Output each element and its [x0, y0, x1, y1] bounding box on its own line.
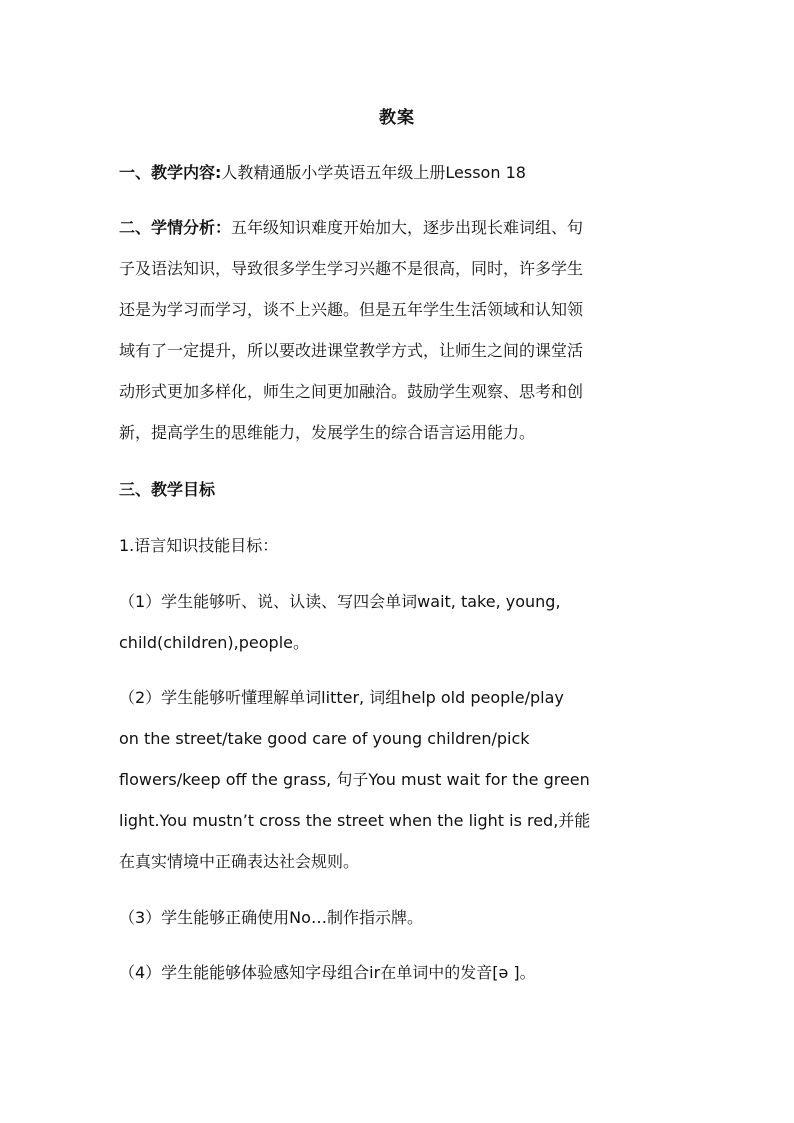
section-teaching-content — [119, 162, 676, 184]
section-text: 人教精通版小学英语五年级上册Lesson 18 — [221, 163, 526, 182]
section-label: 二、学情分析： — [119, 218, 232, 237]
paragraph-line: 动形式更加多样化，师生之间更加融洽。鼓励学生观察、思考和创 — [119, 382, 584, 401]
list-item-line: flowers/keep off the grass, 句子You must wait for the green — [119, 770, 590, 789]
paragraph-line: 子及语法知识，导致很多学生学习兴趣不是很高，同时，许多学生 — [119, 259, 584, 278]
subsection-heading: 1.语言知识技能目标： — [119, 536, 279, 555]
list-item-line: on the street/take good care of young children/pick — [119, 729, 530, 748]
section-learner-analysis — [119, 217, 676, 239]
paragraph-line: 新，提高学生的思维能力，发展学生的综合语言运用能力。 — [119, 423, 536, 442]
list-item-line: （2）学生能够听懂理解单词litter, 词组help old people/play — [119, 688, 564, 707]
list-item-line: child(children),people。 — [119, 633, 309, 652]
page-title: 教案 — [379, 108, 415, 128]
list-item: （3）学生能够正确使用No…制作指示牌。 — [119, 908, 423, 927]
paragraph-line: 五年级知识难度开始加大，逐步出现长难词组、句 — [231, 218, 584, 237]
list-item: （4）学生能能够体验感知字母组合ir在单词中的发音[ə ]。 — [119, 963, 536, 982]
paragraph-line: 域有了一定提升，所以要改进课堂教学方式，让师生之间的课堂活 — [119, 341, 584, 360]
list-item-line: 在真实情境中正确表达社会规则。 — [119, 852, 360, 871]
section-heading-goals: 三、教学目标 — [119, 480, 216, 499]
list-item-line: light.You mustn’t cross the street when the light is red,并能 — [119, 811, 591, 830]
section-label: 一、教学内容: — [119, 163, 222, 182]
list-item-line: （1）学生能够听、说、认读、写四会单词wait, take, young, — [119, 592, 561, 611]
paragraph-line: 还是为学习而学习，谈不上兴趣。但是五年学生生活领域和认知领 — [119, 300, 584, 319]
